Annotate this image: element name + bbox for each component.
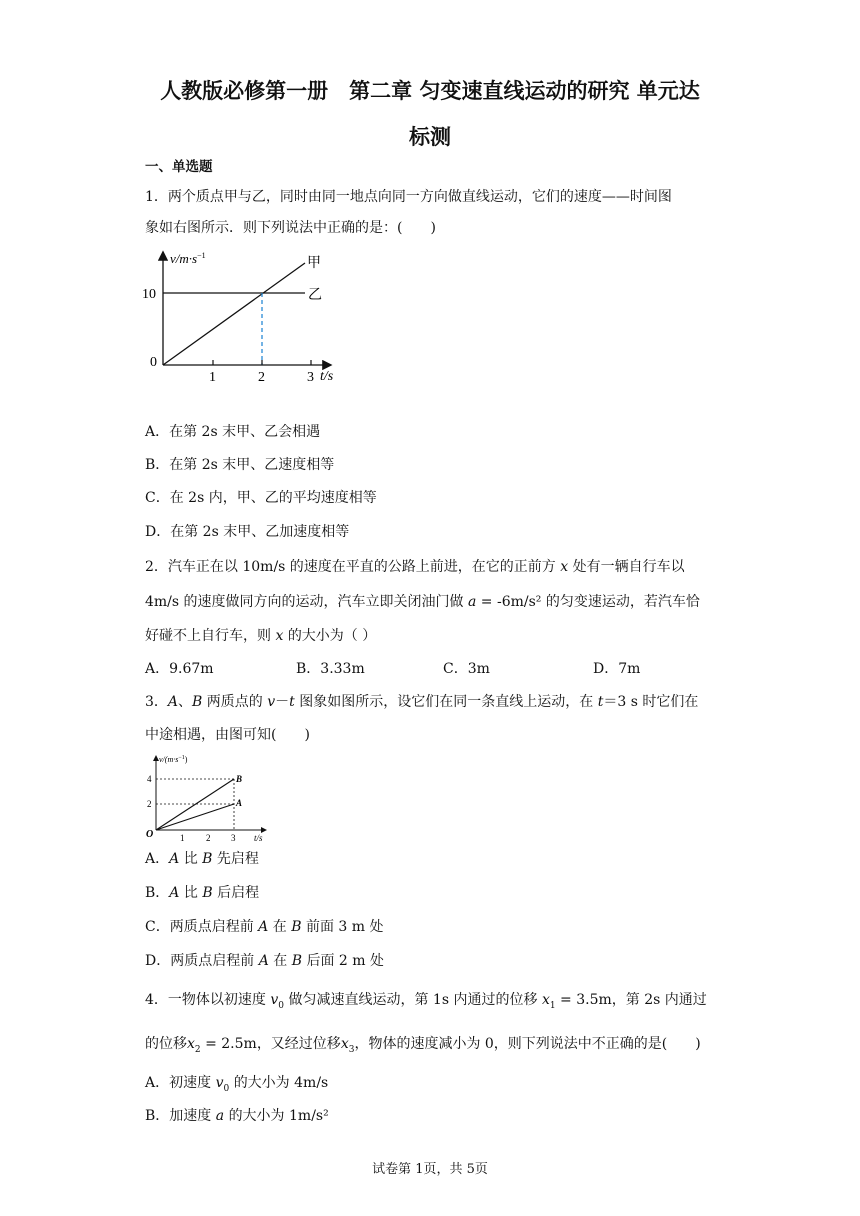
q1-line-jia	[163, 263, 305, 365]
q1-label-jia: 甲	[307, 256, 321, 271]
q4-stem-line1: 4．一物体以初速度 $v_0$ 做匀减速直线运动，第 1s 内通过的位移 $x_1 = 3.5m$，第 2s 内通过	[145, 992, 707, 1011]
q3-option-d[interactable]: D．两质点启程前 A 在 B 后面 2 m 处	[145, 953, 385, 969]
q3-option-c[interactable]: C．两质点启程前 A 在 B 前面 3 m 处	[145, 919, 384, 935]
q4-stem-line2: 的位移$x_2 = 2.5m$，又经过位移$x_3$，物体的速度减小为 0，则下列说法中不正确的是( )	[145, 1036, 701, 1055]
q1-option-d[interactable]: D．在第 2s 末甲、乙加速度相等	[145, 524, 350, 540]
doc-title-line2: 标测	[409, 125, 451, 149]
q1-label-yi: 乙	[308, 288, 322, 303]
q3-y-tick-4: 4	[147, 774, 152, 784]
q2-option-b[interactable]: B．3.33m	[296, 661, 365, 677]
q2-stem-line2: 4m/s 的速度做同方向的运动，汽车立即关闭油门做 a = -6m/s² 的匀变速运动，若汽车恰	[145, 594, 700, 610]
q1-vt-graph	[140, 245, 350, 390]
section-heading: 一、单选题	[145, 159, 213, 175]
q3-label-a: A	[236, 798, 243, 808]
q3-y-label: $v/(m\cdot s^{-1})$	[159, 755, 188, 764]
q3-y-tick-2: 2	[147, 799, 152, 809]
q3-option-a[interactable]: A．A 比 B 先启程	[145, 851, 259, 867]
q1-y-label: $v/m\cdot s^{-1}$	[170, 251, 206, 266]
q3-option-b[interactable]: B．A 比 B 后启程	[145, 885, 260, 901]
q3-x-tick-1: 1	[180, 833, 185, 843]
q1-option-c[interactable]: C．在 2s 内，甲、乙的平均速度相等	[145, 490, 377, 506]
q3-origin-label: O	[146, 829, 154, 840]
q1-option-b[interactable]: B．在第 2s 末甲、乙速度相等	[145, 457, 335, 473]
q2-option-d[interactable]: D．7m	[593, 661, 641, 677]
doc-title-line1: 人教版必修第一册 第二章 匀变速直线运动的研究 单元达	[160, 79, 700, 103]
q1-y-tick-10: 10	[142, 287, 156, 302]
q3-line-b	[156, 779, 234, 830]
q3-line-a	[156, 804, 234, 830]
q4-option-b[interactable]: B．加速度 a 的大小为 1m/s²	[145, 1108, 329, 1124]
q2-option-c[interactable]: C．3m	[443, 661, 490, 677]
q1-x-tick-1: 1	[209, 370, 216, 385]
q2-stem-line1: 2．汽车正在以 10m/s 的速度在平直的公路上前进，在它的正前方 x 处有一辆自行车以	[145, 559, 685, 575]
q3-vt-graph	[140, 752, 275, 844]
q1-x-tick-2: 2	[258, 370, 265, 385]
q3-x-tick-2: 2	[206, 833, 211, 843]
q4-option-a[interactable]: A．初速度 $v_0$ 的大小为 4m/s	[145, 1075, 329, 1094]
q3-x-tick-3: 3	[231, 833, 236, 843]
q1-stem-line1: 1．两个质点甲与乙，同时由同一地点向同一方向做直线运动，它们的速度——时间图	[145, 189, 672, 205]
q1-option-a[interactable]: A．在第 2s 末甲、乙会相遇	[145, 424, 321, 440]
q3-label-b: B	[236, 774, 243, 784]
page-footer: 试卷第 1页，共 5页	[372, 1162, 488, 1177]
q1-origin-label: 0	[150, 355, 157, 370]
q3-stem-line2: 中途相遇，由图可知( )	[145, 727, 310, 743]
q3-stem-line1: 3．A、B 两质点的 v－t 图象如图所示，设它们在同一条直线上运动，在 t＝3 s 时它们在	[145, 694, 699, 710]
q1-x-tick-3: 3	[307, 370, 314, 385]
q3-x-label: t/s	[254, 833, 263, 843]
q2-stem-line3: 好碰不上自行车，则 x 的大小为（ ）	[145, 628, 377, 644]
q1-x-label: t/s	[320, 369, 334, 384]
q2-option-a[interactable]: A．9.67m	[145, 661, 214, 677]
q1-stem-line2: 象如右图所示．则下列说法中正确的是：( )	[145, 220, 436, 236]
